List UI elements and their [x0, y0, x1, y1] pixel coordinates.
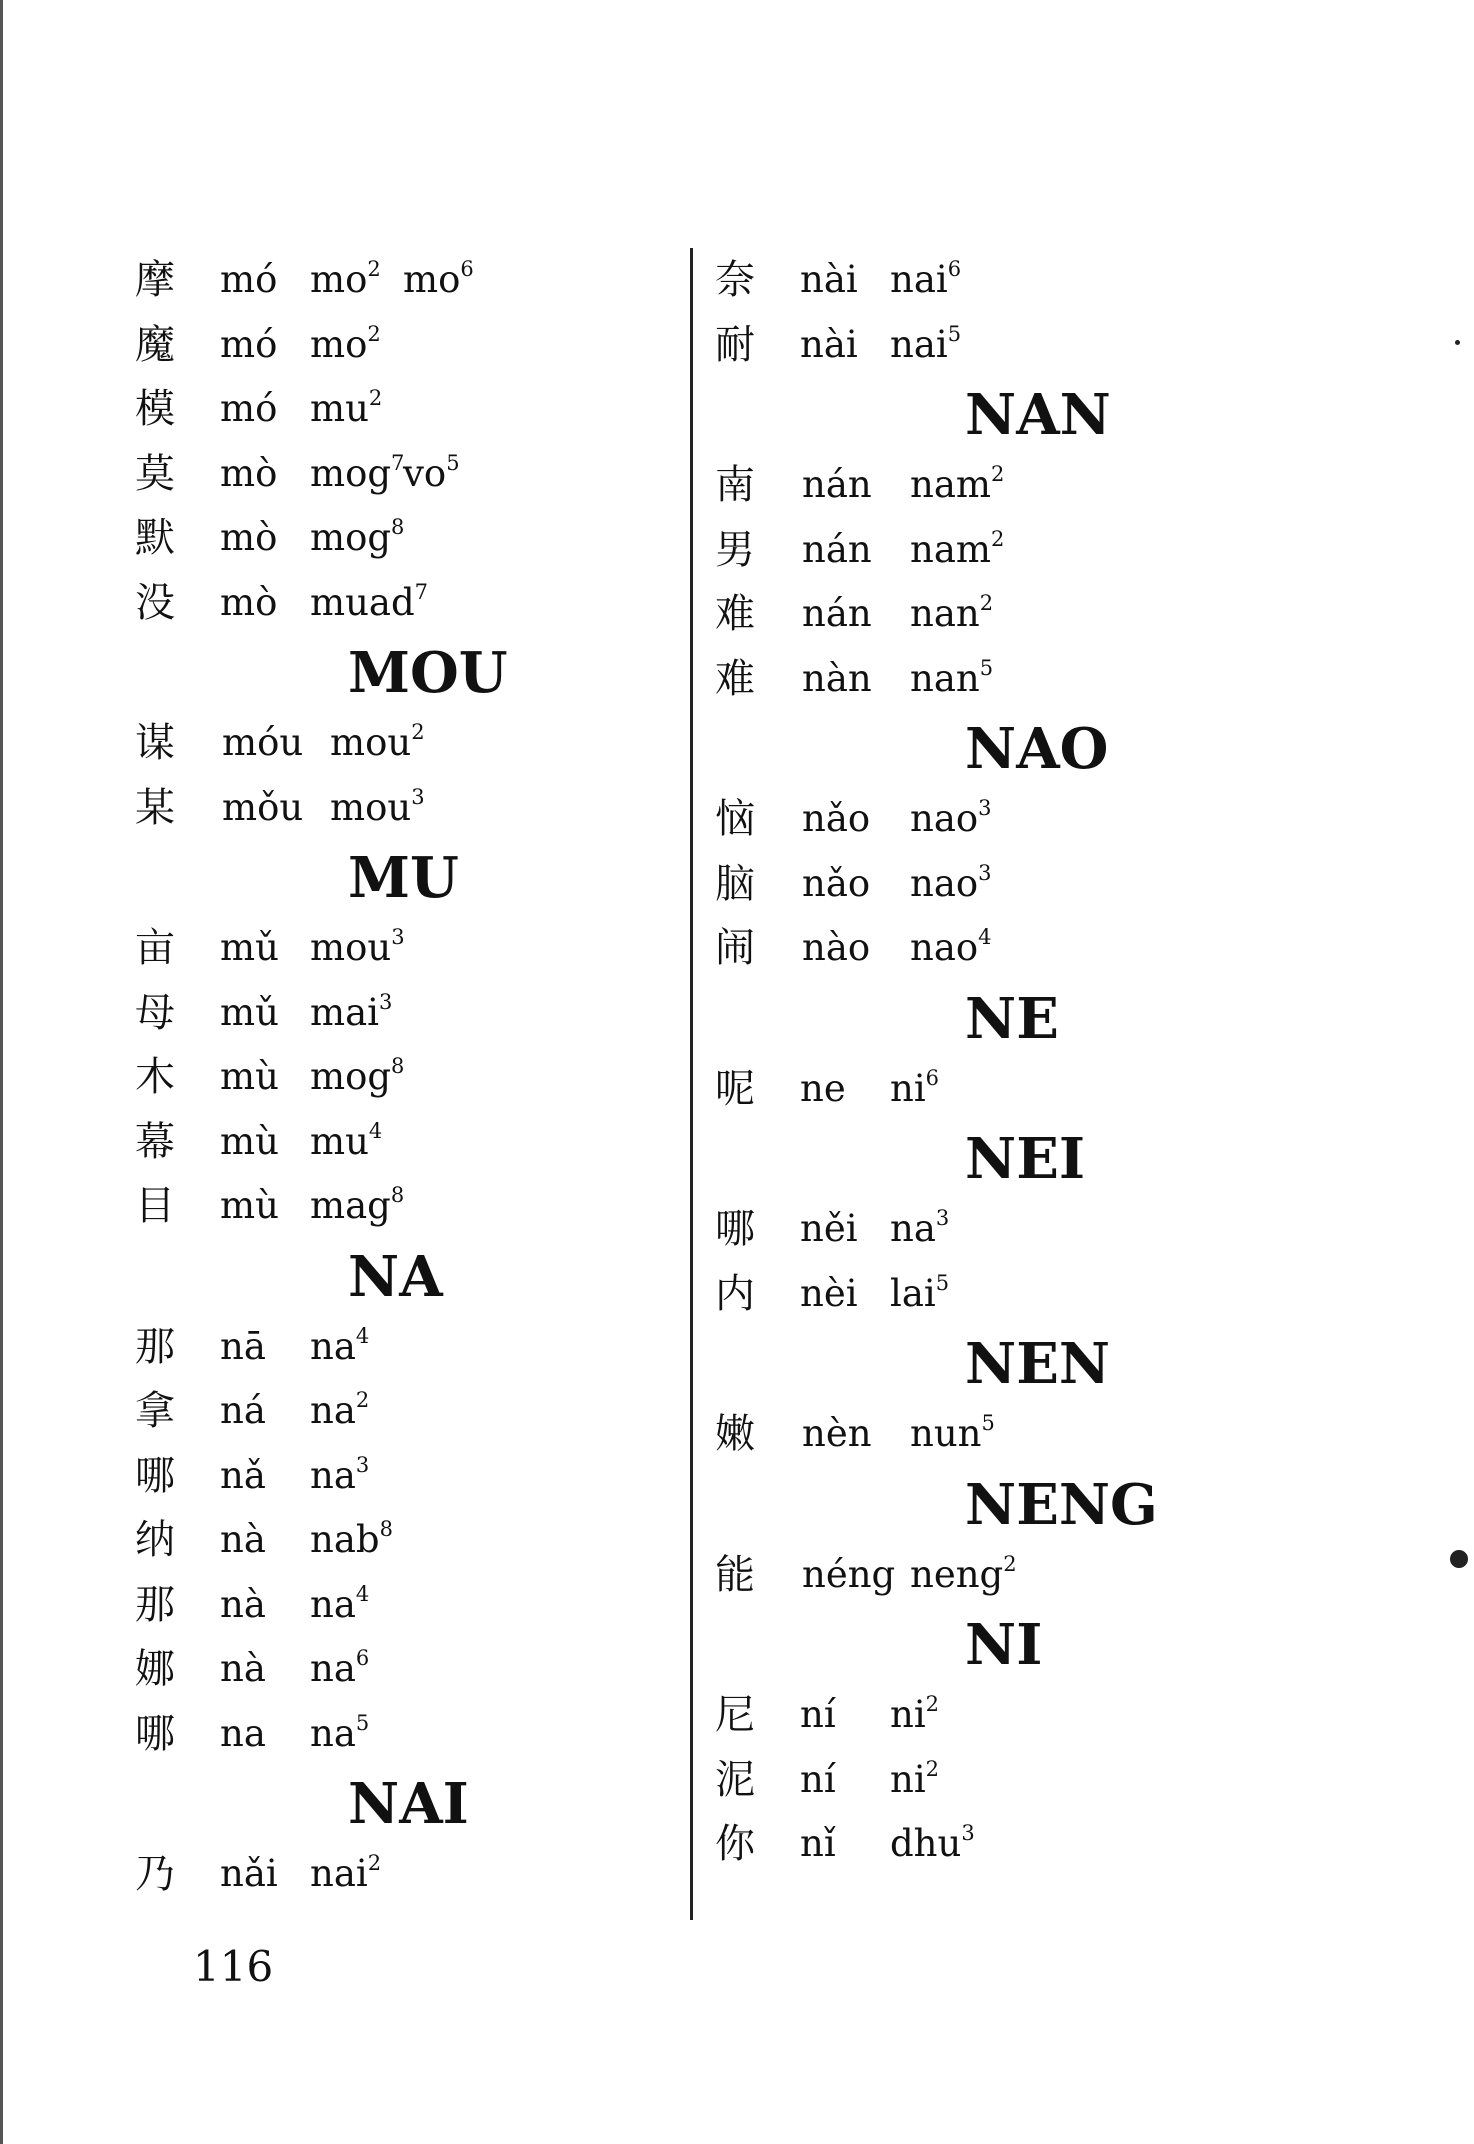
section-heading-text: NE — [965, 985, 1059, 1052]
entry-romanization: nan$^5$ — [910, 655, 994, 700]
entry-character: 乃 — [135, 1851, 175, 1897]
entry-romanization: mou$^3$ — [330, 784, 425, 829]
entry-pinyin: mù — [220, 1184, 279, 1227]
entry-character: 能 — [715, 1551, 755, 1598]
entry-pinyin: nā — [220, 1324, 266, 1368]
entry-tone-number: 5 — [935, 1270, 950, 1295]
entry-pinyin: nèi — [800, 1271, 858, 1315]
entry-pinyin: něi — [800, 1207, 858, 1250]
entry-romanization: nab$^8$ — [310, 1517, 393, 1561]
entry-character: 木 — [135, 1054, 175, 1100]
section-heading — [710, 711, 1275, 787]
entry-romanization: $mu^4$ — [310, 1118, 383, 1163]
entry-pinyin: mǒu — [222, 785, 304, 829]
entry-romanization: nao$^3$ — [910, 860, 992, 905]
entry-romanization: mog$^8$ — [310, 515, 405, 559]
dictionary-entry — [130, 711, 690, 776]
dictionary-entry — [710, 582, 1270, 647]
entry-romanization: nam$^2$ — [910, 462, 1005, 506]
entry-romanization: nao$^4$ — [910, 925, 992, 969]
entry-romanization: $ni^2$ — [890, 1692, 940, 1736]
entry-tone-number: 3 — [355, 1452, 370, 1477]
dictionary-entry — [130, 1110, 690, 1175]
entry-romanization: nun$^5$ — [910, 1411, 995, 1455]
entry-tone-number: 2 — [367, 321, 381, 346]
entry-pinyin: ná — [220, 1389, 266, 1432]
entry-pinyin: na — [220, 1711, 266, 1755]
entry-tone-number: 3 — [978, 860, 992, 885]
entry-romanization: $mu^2$ — [310, 386, 383, 430]
left-column — [130, 248, 690, 1907]
entry-character: 尼 — [715, 1692, 755, 1738]
dictionary-entry — [710, 916, 1270, 981]
entry-tone-number: 3 — [935, 1206, 950, 1230]
entry-tone-number: 5 — [947, 321, 962, 346]
entry-tone-number: 2 — [925, 1756, 940, 1781]
section-heading-text: MU — [348, 845, 459, 911]
entry-character: 默 — [135, 515, 175, 561]
entry-tone-number: 5 — [979, 655, 994, 680]
dictionary-entry — [710, 647, 1270, 712]
dictionary-entry — [710, 453, 1270, 518]
entry-character: 闹 — [715, 925, 755, 971]
entry-character: 模 — [135, 386, 175, 432]
page-number: 116 — [193, 1942, 274, 1991]
dictionary-entry — [710, 1543, 1270, 1608]
entry-romanization: $na^3$ — [890, 1206, 950, 1250]
entry-tone-number: 2 — [990, 462, 1005, 486]
entry-romanization: lai$^5$ — [890, 1270, 950, 1315]
entry-tone-number: 6 — [947, 257, 962, 281]
section-heading — [710, 1121, 1275, 1197]
dictionary-entry — [130, 571, 690, 636]
entry-romanization: $na^3$ — [310, 1452, 370, 1497]
entry-pinyin: nán — [802, 592, 872, 635]
entry-romanization: $na^4$ — [310, 1581, 370, 1626]
entry-character: 呢 — [715, 1065, 755, 1112]
entry-romanization: mog$^7$ — [310, 450, 405, 495]
entry-pinyin: nǐ — [800, 1822, 836, 1865]
scan-speck — [1455, 340, 1460, 345]
entry-pinyin: nǎi — [220, 1852, 278, 1895]
entry-tone-number: 7 — [391, 450, 405, 475]
entry-character: 魔 — [135, 321, 175, 368]
entry-tone-number: 4 — [355, 1581, 370, 1606]
entry-character: 拿 — [135, 1388, 175, 1434]
entry-tone-number: 5 — [981, 1411, 995, 1435]
dictionary-entry — [710, 1197, 1270, 1262]
entry-character: 纳 — [135, 1517, 175, 1563]
entry-romanization-alt: $mo^6$ — [403, 257, 474, 301]
section-heading — [710, 1467, 1275, 1543]
entry-romanization: $ni^2$ — [890, 1756, 940, 1801]
entry-character: 哪 — [135, 1710, 175, 1757]
dictionary-entry — [130, 442, 690, 507]
entry-romanization: nam$^2$ — [910, 526, 1005, 571]
entry-tone-number: 2 — [355, 1388, 370, 1412]
entry-character: 莫 — [135, 450, 175, 497]
entry-character: 嫩 — [715, 1411, 755, 1457]
entry-character: 某 — [135, 784, 175, 831]
section-heading — [710, 1607, 1275, 1683]
entry-tone-number: 2 — [411, 720, 425, 744]
section-heading-text: NEN — [965, 1331, 1111, 1397]
entry-character: 娜 — [135, 1646, 175, 1692]
entry-character: 耐 — [715, 321, 755, 368]
section-heading-text: NENG — [965, 1471, 1158, 1538]
entry-pinyin: nán — [802, 463, 872, 506]
dictionary-entry — [130, 1702, 690, 1767]
entry-romanization: nan$^2$ — [910, 591, 994, 635]
entry-tone-number: 3 — [411, 784, 425, 809]
dictionary-entry — [710, 1748, 1270, 1813]
entry-romanization: dhu$^3$ — [890, 1821, 975, 1865]
dictionary-entry — [130, 1637, 690, 1702]
dictionary-entry — [130, 1045, 690, 1110]
entry-character: 哪 — [715, 1206, 755, 1252]
dictionary-entry — [130, 1379, 690, 1444]
entry-pinyin: nài — [800, 322, 858, 366]
entry-pinyin: mò — [220, 580, 278, 624]
entry-character: 没 — [135, 579, 175, 626]
dictionary-entry — [130, 1842, 690, 1907]
entry-pinyin: nào — [802, 926, 871, 969]
entry-pinyin: mù — [220, 1055, 279, 1098]
entry-tone-number: 6 — [355, 1646, 370, 1670]
section-heading — [710, 981, 1275, 1057]
entry-romanization: mai$^3$ — [310, 989, 393, 1034]
entry-pinyin: mó — [220, 387, 278, 430]
entry-tone-number: 4 — [368, 1118, 383, 1143]
entry-tone-number: 3 — [391, 925, 405, 949]
dictionary-entry — [710, 1812, 1270, 1877]
entry-character: 谋 — [135, 720, 175, 766]
dictionary-entry — [710, 1402, 1270, 1467]
entry-tone-number: 8 — [391, 515, 405, 539]
section-heading-text: NAN — [965, 382, 1111, 448]
dictionary-entry — [710, 1262, 1270, 1327]
entry-character: 南 — [715, 462, 755, 508]
right-column — [710, 248, 1270, 1877]
entry-character: 男 — [715, 526, 755, 573]
entry-romanization: $na^2$ — [310, 1388, 370, 1432]
entry-character: 恼 — [715, 796, 755, 842]
entry-character: 摩 — [135, 257, 175, 303]
section-heading — [130, 840, 690, 916]
section-heading — [710, 377, 1275, 453]
dictionary-entry — [130, 313, 690, 378]
entry-romanization: $mo^2$ — [310, 321, 381, 366]
entry-character: 那 — [135, 1323, 175, 1370]
dictionary-entry — [130, 377, 690, 442]
dictionary-entry — [130, 916, 690, 981]
entry-romanization: mog$^8$ — [310, 1054, 405, 1098]
entry-romanization: $na^5$ — [310, 1710, 370, 1755]
entry-tone-number: 4 — [978, 925, 992, 949]
entry-tone-number: 2 — [979, 591, 994, 615]
entry-pinyin: mó — [220, 258, 278, 301]
entry-character: 难 — [715, 591, 755, 637]
entry-pinyin: móu — [222, 721, 304, 764]
entry-tone-number: 2 — [368, 386, 383, 410]
dictionary-entry — [710, 313, 1270, 378]
entry-character: 哪 — [135, 1452, 175, 1499]
entry-pinyin: mǔ — [220, 990, 279, 1034]
entry-character: 难 — [715, 655, 755, 702]
column-divider — [690, 248, 693, 1920]
dictionary-entry — [710, 248, 1270, 313]
entry-pinyin: nài — [800, 258, 858, 301]
entry-tone-number: 2 — [990, 526, 1005, 551]
entry-tone-number: 8 — [379, 1517, 393, 1541]
entry-tone-number: 3 — [978, 796, 992, 820]
entry-romanization: $ni^6$ — [890, 1065, 940, 1110]
entry-romanization: mou$^2$ — [330, 720, 425, 764]
entry-tone-number: 8 — [391, 1054, 405, 1078]
entry-pinyin: nèn — [802, 1412, 872, 1455]
entry-pinyin: nǎo — [802, 861, 871, 905]
entry-pinyin: ne — [800, 1066, 846, 1110]
entry-romanization: mag$^8$ — [310, 1183, 405, 1227]
entry-character: 亩 — [135, 925, 175, 971]
dictionary-entry — [130, 506, 690, 571]
dictionary-entry — [710, 518, 1270, 583]
section-heading — [130, 1766, 690, 1842]
section-heading — [130, 1239, 690, 1315]
entry-romanization: nao$^3$ — [910, 796, 992, 840]
entry-romanization: $na^6$ — [310, 1646, 370, 1690]
entry-character: 目 — [135, 1183, 175, 1229]
dictionary-entry — [130, 776, 690, 841]
entry-romanization: nai$^6$ — [890, 257, 962, 301]
entry-pinyin: nǎ — [220, 1453, 266, 1497]
entry-pinyin: nǎo — [802, 797, 871, 840]
entry-pinyin: nà — [220, 1582, 266, 1626]
entry-tone-number: 2 — [367, 257, 381, 281]
entry-character: 你 — [715, 1821, 755, 1867]
entry-pinyin: ní — [800, 1693, 836, 1736]
entry-romanization: $mo^2$ — [310, 257, 381, 301]
section-heading-text: NA — [348, 1243, 443, 1310]
section-heading-text: MOU — [348, 640, 508, 706]
dictionary-entry — [710, 852, 1270, 917]
section-heading-text: NAO — [965, 716, 1109, 782]
entry-tone-number: 8 — [390, 1183, 405, 1207]
section-heading-text: NI — [965, 1612, 1043, 1678]
entry-character: 脑 — [715, 860, 755, 907]
entry-pinyin: mù — [220, 1119, 279, 1163]
entry-pinyin: mó — [220, 322, 278, 366]
entry-character: 泥 — [715, 1756, 755, 1803]
entry-character: 母 — [135, 989, 175, 1036]
section-heading-text: NEI — [965, 1126, 1086, 1192]
dictionary-entry — [130, 981, 690, 1046]
dictionary-entry — [710, 787, 1270, 852]
entry-pinyin: nán — [802, 527, 872, 571]
entry-tone-number: 6 — [925, 1065, 940, 1090]
section-heading — [130, 635, 690, 711]
entry-character: 奈 — [715, 257, 755, 303]
entry-tone-number: 7 — [414, 579, 429, 604]
dictionary-entry — [710, 1683, 1270, 1748]
section-heading-text: NAI — [348, 1771, 469, 1837]
entry-romanization: muad$^7$ — [310, 579, 429, 624]
entry-pinyin: nà — [220, 1647, 266, 1690]
entry-tone-number: 6 — [460, 257, 474, 281]
entry-tone-number: 2 — [925, 1692, 940, 1716]
entry-tone-number: 2 — [367, 1851, 382, 1875]
entry-pinyin: mò — [220, 451, 278, 495]
dictionary-entry — [130, 1315, 690, 1380]
entry-pinyin: mǔ — [220, 926, 279, 969]
entry-romanization-alt: $vo^5$ — [403, 450, 460, 495]
entry-pinyin: mò — [220, 516, 278, 559]
entry-pinyin: nàn — [802, 656, 872, 700]
dictionary-entry — [130, 1174, 690, 1239]
entry-tone-number: 2 — [1003, 1551, 1017, 1576]
entry-pinyin: ní — [800, 1757, 836, 1801]
dictionary-entry — [130, 1508, 690, 1573]
entry-tone-number: 5 — [355, 1710, 370, 1735]
entry-romanization: mou$^3$ — [310, 925, 405, 969]
entry-character: 那 — [135, 1581, 175, 1628]
entry-tone-number: 4 — [355, 1323, 370, 1348]
entry-romanization: $na^4$ — [310, 1323, 370, 1368]
dictionary-entry — [130, 248, 690, 313]
dictionary-entry — [130, 1573, 690, 1638]
entry-romanization: nai$^5$ — [890, 321, 962, 366]
dictionary-entry — [710, 1057, 1270, 1122]
entry-tone-number: 5 — [446, 450, 460, 475]
entry-romanization: nai$^2$ — [310, 1851, 382, 1895]
entry-pinyin: nà — [220, 1518, 266, 1561]
dictionary-entry — [130, 1444, 690, 1509]
entry-character: 内 — [715, 1270, 755, 1317]
scan-speck — [1450, 1550, 1468, 1568]
entry-romanization: neng$^2$ — [910, 1551, 1017, 1596]
entry-tone-number: 3 — [961, 1821, 975, 1845]
entry-tone-number: 3 — [378, 989, 393, 1014]
section-heading — [710, 1326, 1275, 1402]
entry-pinyin: néng — [802, 1552, 896, 1596]
page-edge-line — [0, 0, 3, 2144]
entry-character: 幕 — [135, 1118, 175, 1165]
